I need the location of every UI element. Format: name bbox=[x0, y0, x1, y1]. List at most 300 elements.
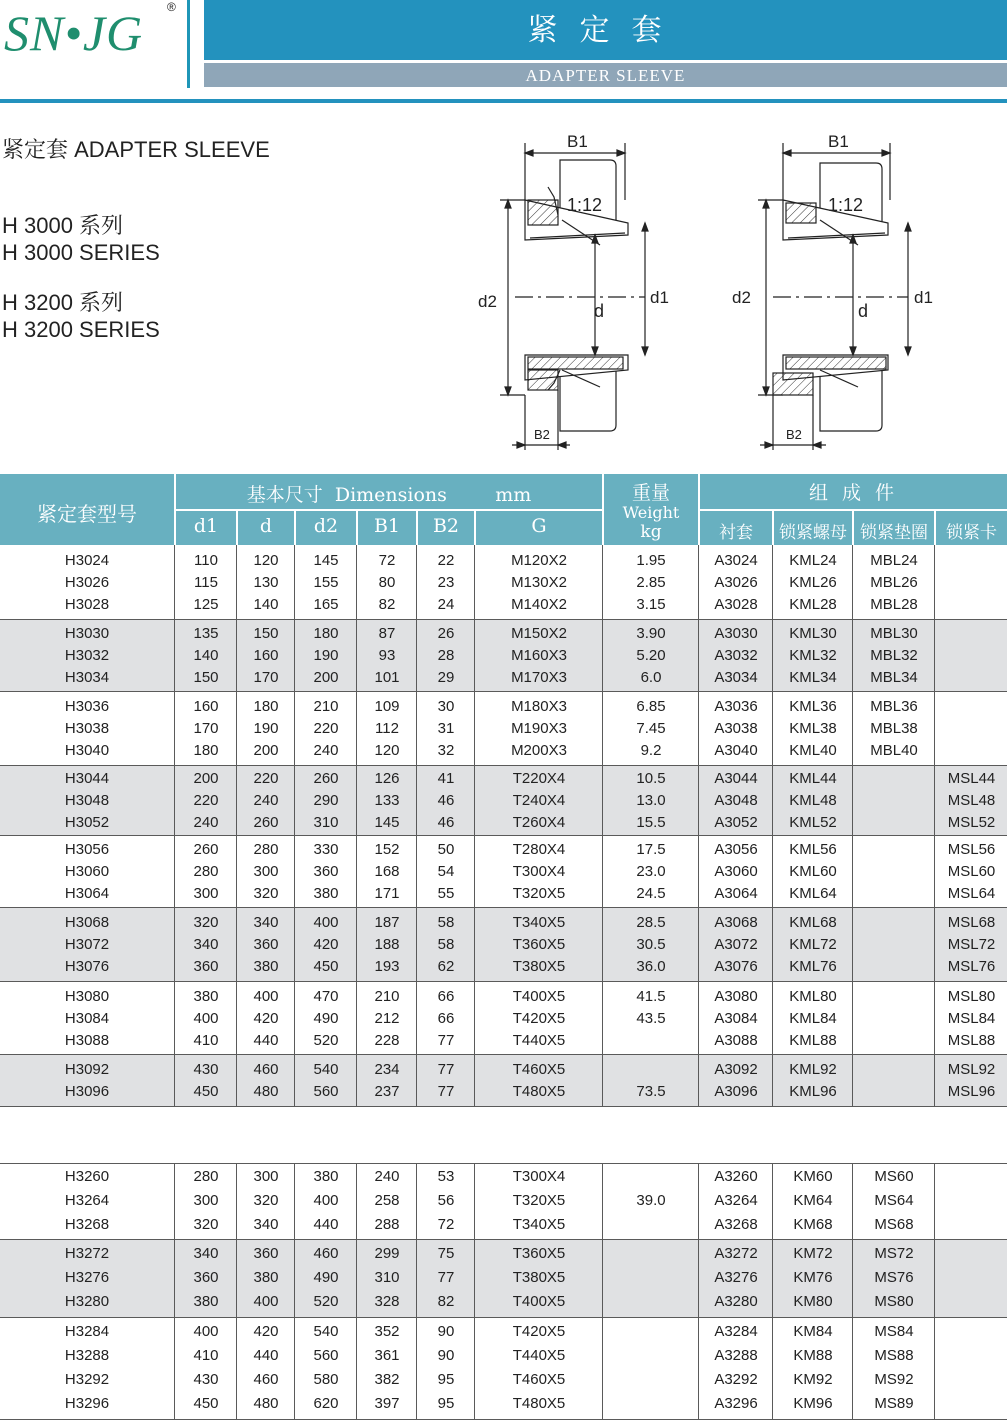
column-divider bbox=[236, 982, 237, 1055]
col-weight-en: Weight bbox=[622, 503, 680, 522]
cell-weight: 5.20 bbox=[636, 647, 666, 664]
cell-model: H3030 bbox=[64, 625, 110, 642]
column-divider bbox=[474, 545, 475, 620]
column-divider bbox=[294, 620, 295, 692]
cell-sleeve: A3080 bbox=[714, 987, 758, 1005]
section-title: 紧定套 ADAPTER SLEEVE bbox=[2, 137, 270, 162]
cell-sleeve: A3260 bbox=[714, 1168, 758, 1185]
cell-b1: 352 bbox=[374, 1323, 400, 1340]
cell-g: M150X2 bbox=[511, 625, 567, 642]
row-group bbox=[0, 1318, 1007, 1420]
column-divider bbox=[416, 692, 417, 766]
cell-g: T300X4 bbox=[512, 863, 566, 880]
label-d1: d1 bbox=[914, 288, 933, 307]
cell-sleeve: A3048 bbox=[714, 792, 758, 809]
label-b1: B1 bbox=[828, 132, 849, 151]
column-divider bbox=[356, 766, 357, 836]
column-divider bbox=[772, 692, 773, 766]
label-taper: 1:12 bbox=[567, 195, 603, 215]
cell-d: 280 bbox=[253, 841, 279, 858]
column-divider bbox=[934, 692, 935, 766]
column-divider bbox=[602, 1055, 603, 1107]
cell-sleeve: A3034 bbox=[714, 669, 758, 686]
cell-locknut: KM72 bbox=[793, 1245, 833, 1262]
cell-d2: 580 bbox=[313, 1371, 339, 1388]
cell-d2: 520 bbox=[313, 1031, 339, 1049]
cell-locknut: KML38 bbox=[789, 720, 837, 737]
column-divider bbox=[174, 620, 175, 692]
column-divider bbox=[602, 836, 603, 908]
cell-locknut: KML44 bbox=[789, 770, 837, 787]
cell-g: T440X5 bbox=[512, 1031, 566, 1049]
cell-d2: 380 bbox=[313, 1168, 339, 1185]
cell-d: 360 bbox=[253, 936, 279, 953]
cell-d2: 190 bbox=[313, 647, 339, 664]
column-divider bbox=[772, 1164, 773, 1240]
column-divider bbox=[174, 982, 175, 1055]
cell-sleeve: A3056 bbox=[714, 841, 758, 858]
page-title: 紧定套 bbox=[204, 0, 1007, 60]
cell-d2: 180 bbox=[313, 625, 339, 642]
cell-locknut: KML24 bbox=[789, 551, 837, 569]
cell-d2: 400 bbox=[313, 914, 339, 931]
cell-b1: 237 bbox=[374, 1083, 400, 1100]
cell-b2: 62 bbox=[437, 958, 455, 975]
cell-b2: 22 bbox=[437, 551, 455, 569]
cell-g: T280X4 bbox=[512, 841, 566, 858]
cell-locknut: KML80 bbox=[789, 987, 837, 1005]
cell-b2: 95 bbox=[437, 1395, 455, 1412]
column-divider bbox=[852, 1240, 853, 1318]
cell-locknut: KM80 bbox=[793, 1293, 833, 1310]
cell-weight: 39.0 bbox=[636, 1192, 666, 1209]
column-divider bbox=[174, 1055, 175, 1107]
cell-locknut: KM68 bbox=[793, 1216, 833, 1233]
cell-locknut: KM64 bbox=[793, 1192, 833, 1209]
series-h3000-en: H 3000 SERIES bbox=[2, 240, 160, 265]
cell-sleeve: A3272 bbox=[714, 1245, 758, 1262]
column-divider bbox=[474, 1318, 475, 1420]
column-divider bbox=[698, 836, 699, 908]
col-b2: B2 bbox=[432, 515, 460, 537]
cell-b1: 168 bbox=[374, 863, 400, 880]
cell-d: 190 bbox=[253, 720, 279, 737]
cell-g: M170X3 bbox=[511, 669, 567, 686]
cell-d: 420 bbox=[253, 1323, 279, 1340]
cell-d: 130 bbox=[253, 573, 279, 591]
cell-locknut: KM84 bbox=[793, 1323, 833, 1340]
cell-d1: 180 bbox=[193, 742, 219, 759]
column-divider bbox=[602, 1164, 603, 1240]
column-divider bbox=[772, 908, 773, 982]
cell-b2: 82 bbox=[437, 1293, 455, 1310]
cell-lockwasher: MBL30 bbox=[870, 625, 918, 642]
column-divider bbox=[356, 1240, 357, 1318]
cell-lockclip: MSL92 bbox=[947, 1061, 996, 1078]
column-divider bbox=[698, 692, 699, 766]
cell-b2: 23 bbox=[437, 573, 455, 591]
cell-g: M200X3 bbox=[511, 742, 567, 759]
cell-model: H3092 bbox=[64, 1061, 110, 1078]
cell-d2: 520 bbox=[313, 1293, 339, 1310]
column-divider bbox=[294, 1055, 295, 1107]
cell-d2: 560 bbox=[313, 1083, 339, 1100]
column-divider bbox=[602, 692, 603, 766]
cell-weight: 13.0 bbox=[636, 792, 666, 809]
column-divider bbox=[174, 1164, 175, 1240]
cell-sleeve: A3044 bbox=[714, 770, 758, 787]
col-locknut: 锁紧螺母 bbox=[779, 523, 847, 543]
column-divider bbox=[174, 1318, 175, 1420]
cell-b1: 87 bbox=[378, 625, 396, 642]
cell-d2: 310 bbox=[313, 814, 339, 831]
registered-mark: ® bbox=[167, 0, 176, 14]
cell-b1: 212 bbox=[374, 1009, 400, 1027]
row-group bbox=[0, 1240, 1007, 1318]
cell-d2: 200 bbox=[313, 669, 339, 686]
column-divider bbox=[356, 1055, 357, 1107]
cell-model: H3056 bbox=[64, 841, 110, 858]
cell-g: M190X3 bbox=[511, 720, 567, 737]
cell-d1: 400 bbox=[193, 1009, 219, 1027]
column-divider bbox=[236, 692, 237, 766]
cell-b2: 54 bbox=[437, 863, 455, 880]
cell-b2: 32 bbox=[437, 742, 455, 759]
column-divider bbox=[934, 1055, 935, 1107]
sleeve-diagram-clip bbox=[728, 125, 948, 455]
column-divider bbox=[934, 982, 935, 1055]
column-divider bbox=[294, 1240, 295, 1318]
cell-lockwasher: MBL36 bbox=[870, 698, 918, 715]
column-divider bbox=[416, 1055, 417, 1107]
cell-b1: 112 bbox=[375, 720, 399, 737]
cell-locknut: KML60 bbox=[789, 863, 837, 880]
cell-model: H3060 bbox=[64, 863, 110, 880]
column-divider bbox=[852, 1318, 853, 1420]
cell-lockclip: MSL88 bbox=[947, 1031, 996, 1049]
cell-d: 300 bbox=[253, 863, 279, 880]
cell-d1: 150 bbox=[193, 669, 219, 686]
column-divider bbox=[772, 620, 773, 692]
cell-b2: 50 bbox=[437, 841, 455, 858]
series-h3000-cn: H 3000 系列 bbox=[2, 213, 124, 238]
column-divider bbox=[934, 836, 935, 908]
cell-weight: 43.5 bbox=[636, 1009, 666, 1027]
cell-locknut: KML56 bbox=[789, 841, 837, 858]
cell-b2: 41 bbox=[437, 770, 455, 787]
cell-model: H3288 bbox=[64, 1347, 110, 1364]
cell-model: H3028 bbox=[64, 595, 110, 613]
cell-model: H3276 bbox=[64, 1269, 110, 1286]
col-g: G bbox=[531, 515, 547, 537]
column-divider bbox=[416, 620, 417, 692]
column-divider bbox=[698, 1318, 699, 1420]
column-divider bbox=[852, 1055, 853, 1107]
column-divider bbox=[356, 908, 357, 982]
cell-g: M180X3 bbox=[511, 698, 567, 715]
label-b2: B2 bbox=[786, 427, 802, 442]
column-divider bbox=[294, 692, 295, 766]
cell-d: 480 bbox=[253, 1083, 279, 1100]
cell-model: H3044 bbox=[64, 770, 110, 787]
cell-weight: 30.5 bbox=[636, 936, 666, 953]
cell-b2: 29 bbox=[437, 669, 455, 686]
column-divider bbox=[698, 1164, 699, 1240]
cell-d1: 300 bbox=[193, 885, 219, 902]
cell-d1: 240 bbox=[193, 814, 219, 831]
column-divider bbox=[174, 692, 175, 766]
column-divider bbox=[698, 908, 699, 982]
column-divider bbox=[934, 1164, 935, 1240]
cell-d1: 400 bbox=[193, 1323, 219, 1340]
cell-d2: 240 bbox=[313, 742, 339, 759]
cell-weight: 10.5 bbox=[636, 770, 666, 787]
column-divider bbox=[294, 836, 295, 908]
cell-d2: 460 bbox=[313, 1245, 339, 1262]
cell-sleeve: A3026 bbox=[714, 573, 758, 591]
cell-g: T220X4 bbox=[512, 770, 566, 787]
row-group bbox=[0, 545, 1007, 620]
cell-b2: 28 bbox=[437, 647, 455, 664]
cell-d2: 165 bbox=[313, 595, 339, 613]
cell-model: H3064 bbox=[64, 885, 110, 902]
cell-b2: 55 bbox=[437, 885, 455, 902]
cell-d: 420 bbox=[253, 1009, 279, 1027]
cell-b2: 75 bbox=[437, 1245, 455, 1262]
cell-locknut: KML34 bbox=[789, 669, 837, 686]
cell-d2: 330 bbox=[313, 841, 339, 858]
cell-g: M140X2 bbox=[511, 595, 567, 613]
cell-sleeve: A3030 bbox=[714, 625, 758, 642]
cell-model: H3280 bbox=[64, 1293, 110, 1310]
column-divider bbox=[474, 766, 475, 836]
cell-lockwasher: MS84 bbox=[874, 1323, 914, 1340]
column-divider bbox=[934, 766, 935, 836]
cell-g: M130X2 bbox=[511, 573, 567, 591]
cell-lockclip: MSL84 bbox=[947, 1009, 996, 1027]
col-lockwasher: 锁紧垫圈 bbox=[860, 523, 928, 543]
cell-g: T360X5 bbox=[512, 1245, 566, 1262]
col-dimensions: 基本尺寸 Dimensions mm bbox=[246, 484, 532, 506]
cell-lockwasher: MBL24 bbox=[870, 551, 918, 569]
cell-b2: 95 bbox=[437, 1371, 455, 1388]
cell-d2: 220 bbox=[313, 720, 339, 737]
cell-b2: 77 bbox=[437, 1031, 455, 1049]
cell-d1: 340 bbox=[193, 1245, 219, 1262]
cell-lockwasher: MBL40 bbox=[870, 742, 918, 759]
cell-d2: 145 bbox=[313, 551, 339, 569]
cell-b1: 188 bbox=[374, 936, 400, 953]
column-divider bbox=[772, 1240, 773, 1318]
cell-sleeve: A3028 bbox=[714, 595, 758, 613]
column-divider bbox=[416, 836, 417, 908]
col-weight-cn: 重量 bbox=[631, 482, 670, 504]
column-divider bbox=[772, 836, 773, 908]
column-divider bbox=[602, 1318, 603, 1420]
cell-d: 320 bbox=[253, 885, 279, 902]
cell-b2: 58 bbox=[437, 914, 455, 931]
cell-b2: 77 bbox=[437, 1083, 455, 1100]
row-group bbox=[0, 982, 1007, 1055]
cell-d: 340 bbox=[253, 1216, 279, 1233]
sleeve-diagram-washer bbox=[470, 125, 690, 455]
cell-g: T240X4 bbox=[512, 792, 566, 809]
cell-d2: 450 bbox=[313, 958, 339, 975]
column-divider bbox=[852, 620, 853, 692]
cell-b2: 31 bbox=[437, 720, 455, 737]
column-divider bbox=[356, 1318, 357, 1420]
cell-model: H3264 bbox=[64, 1192, 110, 1209]
cell-weight: 24.5 bbox=[636, 885, 666, 902]
cell-d: 150 bbox=[253, 625, 279, 642]
cell-b2: 77 bbox=[437, 1269, 455, 1286]
cell-b1: 210 bbox=[374, 987, 400, 1005]
cell-d: 170 bbox=[253, 669, 279, 686]
cell-lockwasher: MS89 bbox=[874, 1395, 914, 1412]
label-b1: B1 bbox=[567, 132, 588, 151]
cell-lockclip: MSL96 bbox=[947, 1083, 996, 1100]
cell-sleeve: A3092 bbox=[714, 1061, 758, 1078]
column-divider bbox=[236, 766, 237, 836]
label-d2: d2 bbox=[478, 292, 497, 311]
cell-g: T400X5 bbox=[512, 1293, 566, 1310]
cell-model: H3096 bbox=[64, 1083, 110, 1100]
cell-model: H3284 bbox=[64, 1323, 110, 1340]
column-divider bbox=[474, 620, 475, 692]
col-d: d bbox=[259, 515, 273, 537]
cell-lockwasher: MBL38 bbox=[870, 720, 918, 737]
cell-b1: 171 bbox=[374, 885, 400, 902]
column-divider bbox=[852, 692, 853, 766]
cell-d1: 135 bbox=[193, 625, 219, 642]
page-subtitle: ADAPTER SLEEVE bbox=[204, 63, 1007, 87]
column-divider bbox=[474, 1055, 475, 1107]
cell-locknut: KML96 bbox=[789, 1083, 837, 1100]
cell-g: T320X5 bbox=[512, 885, 566, 902]
cell-b1: 109 bbox=[374, 698, 400, 715]
cell-g: T420X5 bbox=[512, 1323, 566, 1340]
cell-d: 400 bbox=[253, 1293, 279, 1310]
column-divider bbox=[294, 545, 295, 620]
cell-weight: 1.95 bbox=[636, 551, 666, 569]
cell-model: H3068 bbox=[64, 914, 110, 931]
column-divider bbox=[698, 1055, 699, 1107]
column-divider bbox=[236, 545, 237, 620]
label-d: d bbox=[858, 301, 869, 321]
column-divider bbox=[294, 1164, 295, 1240]
cell-locknut: KM96 bbox=[793, 1395, 833, 1412]
cell-model: H3034 bbox=[64, 669, 110, 686]
cell-lockwasher: MBL32 bbox=[870, 647, 918, 664]
cell-b2: 90 bbox=[437, 1323, 455, 1340]
cell-sleeve: A3064 bbox=[714, 885, 758, 902]
cell-b1: 152 bbox=[374, 841, 400, 858]
column-divider bbox=[356, 982, 357, 1055]
cell-sleeve: A3280 bbox=[714, 1293, 758, 1310]
cell-sleeve: A3068 bbox=[714, 914, 758, 931]
label-d1: d1 bbox=[650, 288, 669, 307]
cell-b1: 299 bbox=[374, 1245, 400, 1262]
cell-d: 220 bbox=[253, 770, 279, 787]
row-group bbox=[0, 766, 1007, 836]
column-divider bbox=[356, 545, 357, 620]
cell-lockwasher: MS68 bbox=[874, 1216, 914, 1233]
cell-locknut: KML76 bbox=[789, 958, 837, 975]
cell-locknut: KML52 bbox=[789, 814, 837, 831]
cell-b2: 46 bbox=[437, 792, 455, 809]
cell-locknut: KM60 bbox=[793, 1168, 833, 1185]
cell-g: T460X5 bbox=[512, 1061, 566, 1078]
cell-d: 260 bbox=[253, 814, 279, 831]
cell-b1: 72 bbox=[378, 551, 396, 569]
cell-d1: 140 bbox=[193, 647, 219, 664]
cell-locknut: KML30 bbox=[789, 625, 837, 642]
cell-b1: 240 bbox=[374, 1168, 400, 1185]
cell-model: H3038 bbox=[64, 720, 110, 737]
column-divider bbox=[852, 836, 853, 908]
column-divider bbox=[294, 1318, 295, 1420]
column-divider bbox=[174, 836, 175, 908]
col-d2: d2 bbox=[313, 515, 339, 537]
column-divider bbox=[698, 766, 699, 836]
cell-d1: 410 bbox=[193, 1031, 219, 1049]
cell-locknut: KML48 bbox=[789, 792, 837, 809]
cell-lockclip: MSL56 bbox=[947, 841, 996, 858]
cell-sleeve: A3292 bbox=[714, 1371, 758, 1388]
row-group bbox=[0, 1055, 1007, 1107]
column-divider bbox=[772, 982, 773, 1055]
cell-sleeve: A3264 bbox=[714, 1192, 758, 1209]
cell-model: H3036 bbox=[64, 698, 110, 715]
cell-locknut: KML36 bbox=[789, 698, 837, 715]
label-taper: 1:12 bbox=[828, 195, 864, 215]
column-divider bbox=[602, 982, 603, 1055]
column-divider bbox=[852, 982, 853, 1055]
col-sleeve: 衬套 bbox=[719, 523, 753, 543]
column-divider bbox=[934, 908, 935, 982]
cell-lockwasher: MS92 bbox=[874, 1371, 914, 1388]
cell-model: H3032 bbox=[64, 647, 110, 664]
cell-b2: 53 bbox=[437, 1168, 455, 1185]
column-divider bbox=[416, 1164, 417, 1240]
row-group bbox=[0, 692, 1007, 766]
cell-g: T380X5 bbox=[512, 1269, 566, 1286]
column-divider bbox=[474, 1240, 475, 1318]
cell-locknut: KML72 bbox=[789, 936, 837, 953]
cell-d2: 260 bbox=[313, 770, 339, 787]
cell-b1: 328 bbox=[374, 1293, 400, 1310]
cell-d: 380 bbox=[253, 1269, 279, 1286]
cell-locknut: KML88 bbox=[789, 1031, 837, 1049]
cell-sleeve: A3038 bbox=[714, 720, 758, 737]
cell-b2: 56 bbox=[437, 1192, 455, 1209]
cell-d2: 400 bbox=[313, 1192, 339, 1209]
cell-g: M160X3 bbox=[511, 647, 567, 664]
cell-lockwasher: MS72 bbox=[874, 1245, 914, 1262]
cell-g: T340X5 bbox=[512, 1216, 566, 1233]
column-divider bbox=[294, 766, 295, 836]
cell-d: 120 bbox=[253, 551, 279, 569]
cell-b1: 145 bbox=[374, 814, 400, 831]
cell-d: 360 bbox=[253, 1245, 279, 1262]
column-divider bbox=[236, 1318, 237, 1420]
column-divider bbox=[416, 908, 417, 982]
column-divider bbox=[602, 766, 603, 836]
column-divider bbox=[356, 836, 357, 908]
cell-lockwasher: MBL26 bbox=[870, 573, 918, 591]
cell-b1: 310 bbox=[374, 1269, 400, 1286]
cell-model: H3072 bbox=[64, 936, 110, 953]
